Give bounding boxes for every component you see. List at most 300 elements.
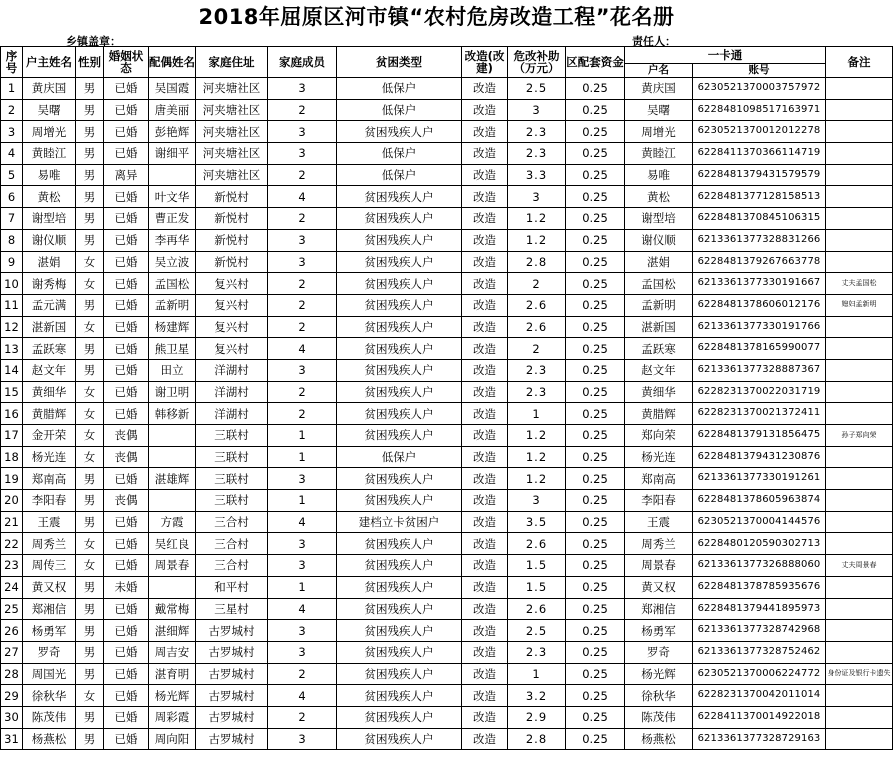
- cell-address: 洋湖村: [196, 381, 268, 403]
- table-row: [1, 706, 893, 728]
- cell-members: 3: [268, 555, 337, 577]
- cell-seq: 19: [1, 468, 23, 490]
- cell-gender: 女: [76, 555, 104, 577]
- cell-matching: 0.25: [566, 78, 625, 100]
- cell-subsidy: 1.5: [508, 576, 566, 598]
- cell-members: 4: [268, 598, 337, 620]
- cell-poverty-type: 贫困残疾人户: [337, 555, 462, 577]
- cell-address: 三联村: [196, 468, 268, 490]
- cell-seq: 23: [1, 555, 23, 577]
- cell-address: 复兴村: [196, 338, 268, 360]
- cell-members: 1: [268, 425, 337, 447]
- table-row: [1, 490, 893, 512]
- cell-spouse: 李再华: [149, 229, 196, 251]
- cell-card-name: 黄细华: [625, 381, 693, 403]
- cell-account: 6213361377328742968: [693, 620, 826, 642]
- cell-members: 4: [268, 338, 337, 360]
- cell-gender: 女: [76, 381, 104, 403]
- cell-note: [826, 446, 893, 468]
- cell-gender: 男: [76, 511, 104, 533]
- cell-poverty-type: 贫困残疾人户: [337, 229, 462, 251]
- cell-poverty-type: 贫困残疾人户: [337, 620, 462, 642]
- cell-account: 6230521370012012278: [693, 121, 826, 143]
- cell-rebuild: 改造: [462, 143, 508, 165]
- cell-seq: 17: [1, 425, 23, 447]
- cell-rebuild: 改造: [462, 251, 508, 273]
- cell-account: 6228481379131856475: [693, 425, 826, 447]
- header-subsidy: 危改补助（万元）: [508, 47, 566, 78]
- cell-card-name: 杨光连: [625, 446, 693, 468]
- cell-rebuild: 改造: [462, 641, 508, 663]
- cell-card-name: 谢型培: [625, 208, 693, 230]
- cell-account: 6213361377326888060: [693, 555, 826, 577]
- cell-rebuild: 改造: [462, 208, 508, 230]
- cell-spouse: 周景春: [149, 555, 196, 577]
- table-row: [1, 728, 893, 750]
- cell-rebuild: 改造: [462, 164, 508, 186]
- cell-subsidy: 1: [508, 403, 566, 425]
- cell-marital: 已婚: [104, 641, 149, 663]
- cell-note: [826, 576, 893, 598]
- cell-seq: 12: [1, 316, 23, 338]
- cell-marital: 已婚: [104, 78, 149, 100]
- cell-card-name: 吴曙: [625, 99, 693, 121]
- cell-matching: 0.25: [566, 511, 625, 533]
- cell-seq: 9: [1, 251, 23, 273]
- cell-note: 丈夫孟国松: [826, 273, 893, 295]
- cell-name: 李阳春: [23, 490, 76, 512]
- header-card: 一卡通: [625, 47, 826, 64]
- cell-members: 2: [268, 164, 337, 186]
- cell-spouse: 孟国松: [149, 273, 196, 295]
- cell-marital: 已婚: [104, 121, 149, 143]
- cell-marital: 丧偶: [104, 490, 149, 512]
- cell-card-name: 周景春: [625, 555, 693, 577]
- cell-name: 杨光连: [23, 446, 76, 468]
- cell-account: 6213361377330191261: [693, 468, 826, 490]
- cell-marital: 已婚: [104, 728, 149, 750]
- table-row: [1, 468, 893, 490]
- cell-address: 新悦村: [196, 229, 268, 251]
- cell-note: 孙子郑向荣: [826, 425, 893, 447]
- cell-gender: 男: [76, 576, 104, 598]
- cell-spouse: 周吉安: [149, 641, 196, 663]
- cell-matching: 0.25: [566, 555, 625, 577]
- cell-marital: 已婚: [104, 381, 149, 403]
- cell-spouse: 周彩霞: [149, 706, 196, 728]
- cell-gender: 男: [76, 99, 104, 121]
- cell-gender: 男: [76, 164, 104, 186]
- cell-poverty-type: 贫困残疾人户: [337, 316, 462, 338]
- cell-subsidy: 1.5: [508, 555, 566, 577]
- header-marital: 婚姻状态: [104, 47, 149, 78]
- cell-address: 三合村: [196, 555, 268, 577]
- cell-address: 洋湖村: [196, 403, 268, 425]
- cell-spouse: 韩移新: [149, 403, 196, 425]
- cell-card-name: 郑湘信: [625, 598, 693, 620]
- cell-seq: 1: [1, 78, 23, 100]
- cell-name: 郑南高: [23, 468, 76, 490]
- cell-seq: 25: [1, 598, 23, 620]
- cell-seq: 31: [1, 728, 23, 750]
- cell-rebuild: 改造: [462, 121, 508, 143]
- cell-seq: 14: [1, 359, 23, 381]
- cell-name: 孟跃寒: [23, 338, 76, 360]
- cell-note: [826, 403, 893, 425]
- cell-seq: 4: [1, 143, 23, 165]
- cell-address: 古罗城村: [196, 620, 268, 642]
- cell-note: [826, 338, 893, 360]
- cell-address: 三联村: [196, 425, 268, 447]
- cell-matching: 0.25: [566, 186, 625, 208]
- cell-poverty-type: 低保户: [337, 143, 462, 165]
- cell-poverty-type: 低保户: [337, 99, 462, 121]
- cell-spouse: 吴立波: [149, 251, 196, 273]
- cell-seq: 21: [1, 511, 23, 533]
- cell-marital: 已婚: [104, 359, 149, 381]
- cell-gender: 女: [76, 425, 104, 447]
- cell-address: 古罗城村: [196, 663, 268, 685]
- cell-subsidy: 2.3: [508, 143, 566, 165]
- cell-subsidy: 1.2: [508, 208, 566, 230]
- cell-marital: 已婚: [104, 99, 149, 121]
- cell-note: [826, 229, 893, 251]
- cell-matching: 0.25: [566, 446, 625, 468]
- cell-card-name: 周增光: [625, 121, 693, 143]
- cell-marital: 离异: [104, 164, 149, 186]
- cell-members: 2: [268, 316, 337, 338]
- cell-note: [826, 143, 893, 165]
- cell-spouse: 谢细平: [149, 143, 196, 165]
- cell-address: 复兴村: [196, 316, 268, 338]
- cell-members: 3: [268, 229, 337, 251]
- cell-matching: 0.25: [566, 143, 625, 165]
- cell-name: 黄细华: [23, 381, 76, 403]
- cell-account: 6228231370042011014: [693, 685, 826, 707]
- cell-account: 6228481098517163971: [693, 99, 826, 121]
- cell-gender: 女: [76, 251, 104, 273]
- cell-subsidy: 2.8: [508, 728, 566, 750]
- cell-card-name: 陈茂伟: [625, 706, 693, 728]
- cell-members: 4: [268, 685, 337, 707]
- signature-line: [0, 34, 873, 46]
- cell-matching: 0.25: [566, 641, 625, 663]
- page-title: 2018年屈原区河市镇“农村危房改造工程”花名册: [198, 5, 675, 29]
- cell-spouse: [149, 490, 196, 512]
- cell-note: 身份证及银行卡遗失: [826, 663, 893, 685]
- cell-marital: 已婚: [104, 533, 149, 555]
- cell-account: 6228411370014922018: [693, 706, 826, 728]
- cell-rebuild: 改造: [462, 468, 508, 490]
- cell-gender: 女: [76, 273, 104, 295]
- cell-rebuild: 改造: [462, 338, 508, 360]
- cell-name: 易唯: [23, 164, 76, 186]
- cell-card-name: 黄松: [625, 186, 693, 208]
- cell-address: 古罗城村: [196, 728, 268, 750]
- cell-gender: 男: [76, 490, 104, 512]
- table-row: [1, 620, 893, 642]
- cell-rebuild: 改造: [462, 446, 508, 468]
- cell-card-name: 徐秋华: [625, 685, 693, 707]
- table-row: [1, 685, 893, 707]
- cell-spouse: 唐美丽: [149, 99, 196, 121]
- cell-matching: 0.25: [566, 685, 625, 707]
- cell-note: [826, 121, 893, 143]
- cell-gender: 男: [76, 359, 104, 381]
- cell-account: 6230521370004144576: [693, 511, 826, 533]
- cell-poverty-type: 贫困残疾人户: [337, 685, 462, 707]
- cell-members: 4: [268, 511, 337, 533]
- cell-poverty-type: 贫困残疾人户: [337, 294, 462, 316]
- cell-gender: 男: [76, 78, 104, 100]
- cell-gender: 男: [76, 208, 104, 230]
- table-row: [1, 208, 893, 230]
- cell-name: 周秀兰: [23, 533, 76, 555]
- cell-poverty-type: 贫困残疾人户: [337, 186, 462, 208]
- cell-seq: 3: [1, 121, 23, 143]
- cell-subsidy: 2.6: [508, 316, 566, 338]
- cell-members: 1: [268, 490, 337, 512]
- cell-marital: 已婚: [104, 229, 149, 251]
- cell-account: 6213361377330191766: [693, 316, 826, 338]
- cell-account: 6228481379267663778: [693, 251, 826, 273]
- cell-marital: 丧偶: [104, 425, 149, 447]
- cell-marital: 已婚: [104, 620, 149, 642]
- cell-gender: 男: [76, 229, 104, 251]
- cell-rebuild: 改造: [462, 511, 508, 533]
- cell-marital: 已婚: [104, 685, 149, 707]
- cell-seq: 7: [1, 208, 23, 230]
- cell-matching: 0.25: [566, 490, 625, 512]
- cell-name: 杨燕松: [23, 728, 76, 750]
- cell-spouse: 田立: [149, 359, 196, 381]
- table-row: [1, 381, 893, 403]
- cell-rebuild: 改造: [462, 598, 508, 620]
- cell-address: 和平村: [196, 576, 268, 598]
- cell-address: 古罗城村: [196, 685, 268, 707]
- cell-members: 3: [268, 121, 337, 143]
- cell-name: 王震: [23, 511, 76, 533]
- cell-rebuild: 改造: [462, 490, 508, 512]
- cell-spouse: 吴国霞: [149, 78, 196, 100]
- cell-account: 6228411370366114719: [693, 143, 826, 165]
- cell-card-name: 湛娟: [625, 251, 693, 273]
- cell-name: 郑湘信: [23, 598, 76, 620]
- cell-address: 河夹塘社区: [196, 99, 268, 121]
- cell-matching: 0.25: [566, 121, 625, 143]
- cell-subsidy: 2.5: [508, 620, 566, 642]
- cell-account: 6213361377328887367: [693, 359, 826, 381]
- cell-gender: 男: [76, 706, 104, 728]
- table-row: [1, 273, 893, 295]
- cell-spouse: 戴常梅: [149, 598, 196, 620]
- cell-note: [826, 685, 893, 707]
- cell-marital: 未婚: [104, 576, 149, 598]
- cell-card-name: 孟跃寒: [625, 338, 693, 360]
- cell-card-name: 黄庆国: [625, 78, 693, 100]
- cell-rebuild: 改造: [462, 403, 508, 425]
- cell-poverty-type: 贫困残疾人户: [337, 663, 462, 685]
- cell-subsidy: 2.6: [508, 294, 566, 316]
- cell-card-name: 赵文年: [625, 359, 693, 381]
- cell-account: 6230521370003757972: [693, 78, 826, 100]
- cell-seq: 29: [1, 685, 23, 707]
- cell-rebuild: 改造: [462, 706, 508, 728]
- cell-spouse: 杨建辉: [149, 316, 196, 338]
- cell-seq: 8: [1, 229, 23, 251]
- cell-members: 4: [268, 186, 337, 208]
- cell-account: 6230521370006224772: [693, 663, 826, 685]
- cell-members: 3: [268, 620, 337, 642]
- cell-spouse: 彭艳辉: [149, 121, 196, 143]
- cell-seq: 20: [1, 490, 23, 512]
- table-row: [1, 186, 893, 208]
- cell-members: 2: [268, 294, 337, 316]
- cell-address: 洋湖村: [196, 359, 268, 381]
- cell-poverty-type: 贫困残疾人户: [337, 381, 462, 403]
- roster-body: [1, 78, 893, 750]
- cell-poverty-type: 贫困残疾人户: [337, 576, 462, 598]
- cell-subsidy: 2.9: [508, 706, 566, 728]
- cell-gender: 女: [76, 316, 104, 338]
- cell-seq: 26: [1, 620, 23, 642]
- cell-address: 三联村: [196, 490, 268, 512]
- cell-poverty-type: 贫困残疾人户: [337, 251, 462, 273]
- cell-subsidy: 1.2: [508, 446, 566, 468]
- cell-account: 6228481377128158513: [693, 186, 826, 208]
- cell-address: 三星村: [196, 598, 268, 620]
- cell-rebuild: 改造: [462, 620, 508, 642]
- cell-address: 三合村: [196, 511, 268, 533]
- cell-account: 6228481370845106315: [693, 208, 826, 230]
- cell-card-name: 谢仪顺: [625, 229, 693, 251]
- cell-rebuild: 改造: [462, 316, 508, 338]
- cell-spouse: 湛雄辉: [149, 468, 196, 490]
- cell-members: 2: [268, 403, 337, 425]
- cell-spouse: 叶文华: [149, 186, 196, 208]
- cell-seq: 5: [1, 164, 23, 186]
- cell-seq: 18: [1, 446, 23, 468]
- cell-spouse: 杨光辉: [149, 685, 196, 707]
- table-row: [1, 555, 893, 577]
- cell-members: 2: [268, 273, 337, 295]
- table-row: [1, 663, 893, 685]
- cell-poverty-type: 贫困残疾人户: [337, 468, 462, 490]
- cell-rebuild: 改造: [462, 273, 508, 295]
- cell-rebuild: 改造: [462, 359, 508, 381]
- cell-marital: 已婚: [104, 273, 149, 295]
- cell-name: 孟元满: [23, 294, 76, 316]
- cell-poverty-type: 贫困残疾人户: [337, 208, 462, 230]
- header-spouse: 配偶姓名: [149, 47, 196, 78]
- cell-card-name: 王震: [625, 511, 693, 533]
- cell-note: [826, 728, 893, 750]
- cell-gender: 男: [76, 143, 104, 165]
- cell-note: [826, 78, 893, 100]
- table-row: [1, 164, 893, 186]
- cell-note: 媳妇孟新明: [826, 294, 893, 316]
- cell-address: 三联村: [196, 446, 268, 468]
- cell-gender: 男: [76, 338, 104, 360]
- cell-spouse: [149, 446, 196, 468]
- cell-members: 3: [268, 359, 337, 381]
- cell-spouse: 方霞: [149, 511, 196, 533]
- cell-name: 吴曙: [23, 99, 76, 121]
- header-seq: 序号: [1, 47, 23, 78]
- cell-marital: 已婚: [104, 316, 149, 338]
- cell-seq: 16: [1, 403, 23, 425]
- cell-name: 黄庆国: [23, 78, 76, 100]
- cell-account: 6228480120590302713: [693, 533, 826, 555]
- cell-gender: 男: [76, 468, 104, 490]
- cell-spouse: 湛育明: [149, 663, 196, 685]
- table-row: [1, 533, 893, 555]
- cell-account: 6228481379431579579: [693, 164, 826, 186]
- cell-spouse: 熊卫星: [149, 338, 196, 360]
- cell-matching: 0.25: [566, 598, 625, 620]
- cell-poverty-type: 贫困残疾人户: [337, 425, 462, 447]
- cell-rebuild: 改造: [462, 186, 508, 208]
- cell-account: 6228481378605963874: [693, 490, 826, 512]
- cell-subsidy: 1.2: [508, 425, 566, 447]
- cell-matching: 0.25: [566, 229, 625, 251]
- cell-subsidy: 2.3: [508, 121, 566, 143]
- cell-account: 6213361377330191667: [693, 273, 826, 295]
- cell-note: [826, 186, 893, 208]
- cell-note: [826, 490, 893, 512]
- cell-poverty-type: 低保户: [337, 446, 462, 468]
- cell-poverty-type: 贫困残疾人户: [337, 359, 462, 381]
- cell-card-name: 易唯: [625, 164, 693, 186]
- cell-rebuild: 改造: [462, 728, 508, 750]
- cell-name: 徐秋华: [23, 685, 76, 707]
- cell-poverty-type: 贫困残疾人户: [337, 533, 462, 555]
- cell-poverty-type: 贫困残疾人户: [337, 706, 462, 728]
- cell-card-name: 周秀兰: [625, 533, 693, 555]
- cell-subsidy: 3.2: [508, 685, 566, 707]
- header-members: 家庭成员: [268, 47, 337, 78]
- cell-subsidy: 2.3: [508, 641, 566, 663]
- cell-seq: 11: [1, 294, 23, 316]
- cell-gender: 女: [76, 685, 104, 707]
- cell-marital: 已婚: [104, 468, 149, 490]
- cell-poverty-type: 贫困残疾人户: [337, 598, 462, 620]
- table-row: [1, 294, 893, 316]
- cell-note: [826, 598, 893, 620]
- cell-poverty-type: 低保户: [337, 164, 462, 186]
- cell-spouse: 吴红良: [149, 533, 196, 555]
- cell-name: 黄松: [23, 186, 76, 208]
- cell-spouse: 孟新明: [149, 294, 196, 316]
- cell-card-name: 黄又权: [625, 576, 693, 598]
- cell-account: 6228481378785935676: [693, 576, 826, 598]
- cell-card-name: 郑南高: [625, 468, 693, 490]
- cell-address: 古罗城村: [196, 641, 268, 663]
- cell-name: 湛新国: [23, 316, 76, 338]
- cell-note: [826, 468, 893, 490]
- cell-marital: 已婚: [104, 186, 149, 208]
- cell-gender: 男: [76, 641, 104, 663]
- cell-rebuild: 改造: [462, 576, 508, 598]
- cell-poverty-type: 贫困残疾人户: [337, 490, 462, 512]
- header-address: 家庭住址: [196, 47, 268, 78]
- cell-address: 三合村: [196, 533, 268, 555]
- cell-spouse: [149, 164, 196, 186]
- cell-members: 2: [268, 663, 337, 685]
- cell-subsidy: 2.3: [508, 381, 566, 403]
- cell-seq: 22: [1, 533, 23, 555]
- cell-account: 6213361377328729163: [693, 728, 826, 750]
